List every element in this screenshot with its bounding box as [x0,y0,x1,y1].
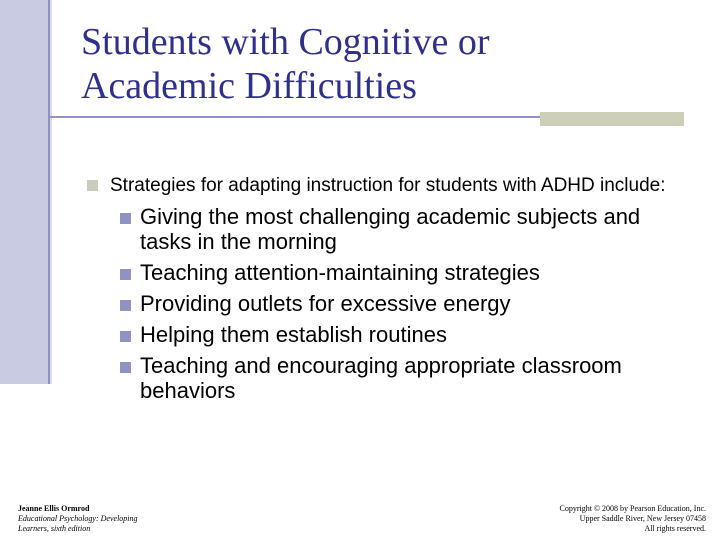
slide-title [81,20,681,108]
left-decorative-bar [0,0,50,384]
sub-bullet-text: Teaching attention-maintaining strategies [140,260,540,285]
list-item [117,353,685,403]
footer-copyright-line-2: Upper Saddle River, New Jersey 07458 [579,514,706,523]
sub-bullet-list [85,204,685,403]
footer-copyright-block [486,504,706,534]
footer-book-line-2: Learners, sixth edition [18,524,91,533]
footer-author-block [18,504,218,534]
footer-copyright-line-3: All rights reserved. [644,524,706,533]
title-line-1: Students with Cognitive or [81,21,490,63]
square-bullet-icon [120,300,131,311]
square-bullet-icon [120,269,131,280]
main-bullet-text: Strategies for adapting instruction for students with ADHD include: [110,175,666,196]
title-underline-block [540,112,684,126]
slide-body [85,176,685,409]
sub-bullet-text: Helping them establish routines [140,322,447,347]
footer-copyright-line-1: Copyright © 2008 by Pearson Education, Inc. [559,504,706,513]
square-bullet-icon [120,331,131,342]
list-item [117,204,685,254]
sub-bullet-text: Giving the most challenging academic subjects and tasks in the morning [140,204,641,254]
footer-author: Jeanne Ellis Ormrod [18,504,90,513]
sub-bullet-text: Teaching and encouraging appropriate classroom behaviors [140,353,622,403]
list-item [117,291,685,316]
square-bullet-icon [120,213,131,224]
sub-bullet-text: Providing outlets for excessive energy [140,291,511,316]
footer-book-line-1: Educational Psychology: Developing [18,514,138,523]
main-bullet-item [85,176,685,196]
title-underline [48,116,540,118]
square-bullet-icon [87,180,98,191]
title-line-2: Academic Difficulties [81,65,417,107]
left-bar-shadow [50,0,52,384]
square-bullet-icon [120,362,131,373]
list-item [117,260,685,285]
list-item [117,322,685,347]
